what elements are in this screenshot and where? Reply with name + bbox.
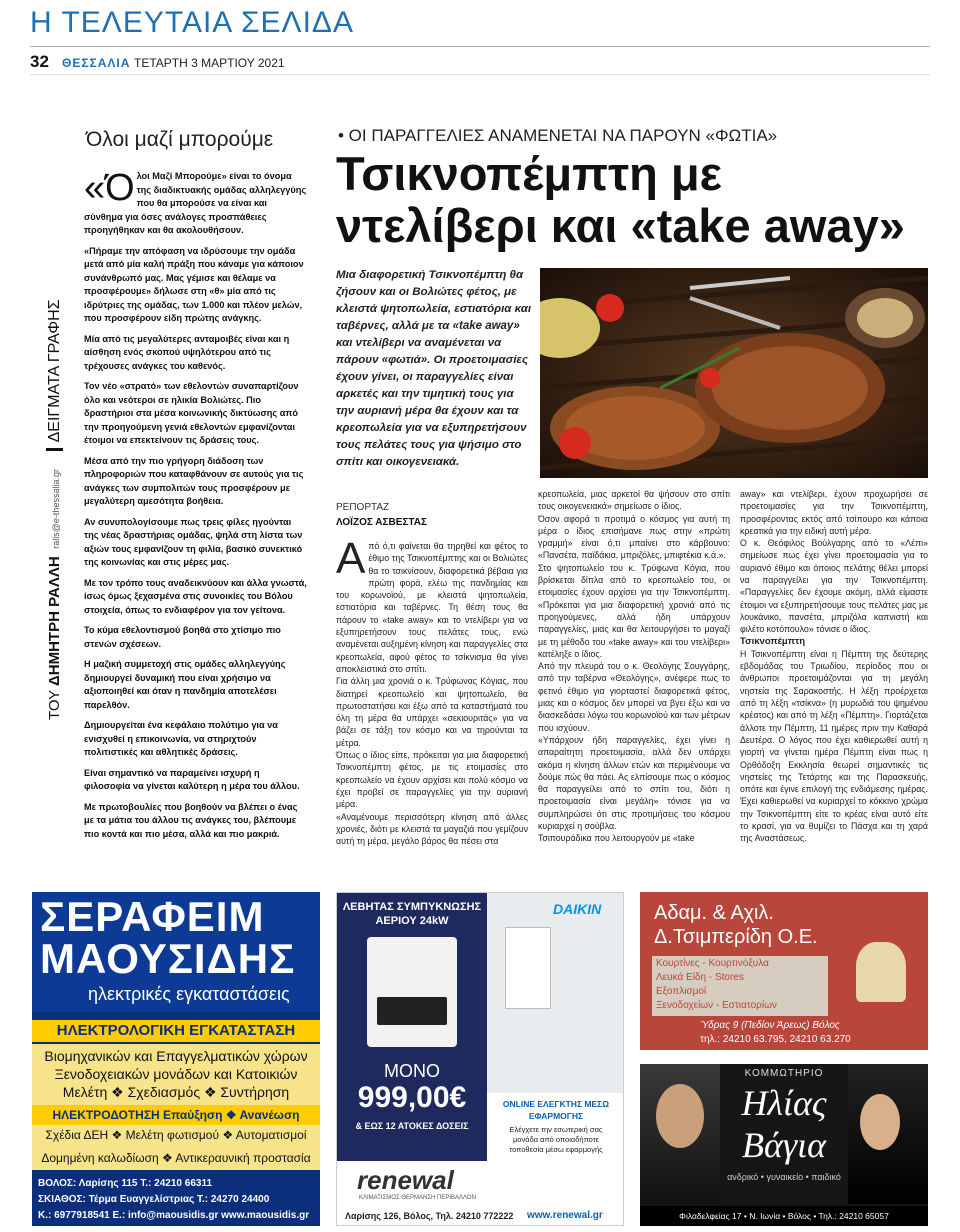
page-number: 32 bbox=[30, 52, 49, 71]
header-rule bbox=[30, 46, 930, 47]
column-body: «Όλοι Μαζί Μπορούμε» είναι το όνομα της διαδικτυακής ομάδας αλληλεγγύης που θα μπορούσε να είναι και σύνθημα για όσες ανάλογες προσπάθειες προηγήθηκαν και θα ακολουθήσουν. «Πήραμε την απόφαση να ιδρύσουμε την ομάδα μετά από μία καλή πράξη που κάναμε για κάποιον συνάνθρωπό μας. Μας γέμισε και θέλαμε να προσφέρουμε» δήλωσε στη «θ» μία από τις ιδρύτριες της ομάδας, των 1.000 και πλέον μελών, που προσφέρουν είδη πρώτης ανάγκης. Μία από τις μεγαλύτερες ανταμοιβές είναι και η αίσθηση ενός σκοπού υψηλότερου από τις τρέχουσες ανάγκες του καθενός. Τον νέο «στρατό» των εθελοντών συναπαρτίζουν όλο και νεότεροι σε ηλικία Βολιώτες. Πιο δραστήριοι στα μέσα κοινωνικής δικτύωσης από την προηγούμενη γενιά εθελοντών εμφανίζονται έτοιμοι να επεκτείνουν τις δράσεις τους. Μέσα από την πιο γρήγορη διάδοση των πληροφοριών που καταφθάνουν σε αυτούς για τις ανάγκες των συμπολιτών τους προσφέρουν με μεγαλύτερη αμεσότητα βοήθεια. Αν συνυπολογίσουμε πως τρεις φίλες ηγούνται της νέας δραστήριας ομάδας, ψηλά στη λίστα των αξιών τους εμφανίζουν τη φιλία, βασικό συνεκτικό της κοινωνίας και στις μέρες μας. Με τον τρόπο τους αναδεικνύουν και άλλα γνωστά, ίσως όμως ξεχασμένα στις συνοικίες του Βόλου στοιχεία, όπως το ενδιαφέρον για τον γείτονα. Το κύμα εθελοντισμού βοηθά στο χτίσιμο πιο στενών σχέσεων. Η μαζική συμμετοχή στις ομάδες αλληλεγγύης δημιουργεί δυναμική που είναι χρήσιμο να αξιοποιηθεί και όταν η πανδημία αποτελέσει παρελθόν. Δημιουργείται ένα κεφάλαιο πολύτιμο για να ενισχυθεί η επικοινωνία, να στηριχτούν πολιτιστικές και αθλητικές δράσεις. Είναι σημαντικό να παραμείνει ισχυρή η φιλοσοφία να γίνεται καλύτερη η μέρα του άλλου. Με πρωτοβουλίες που βοηθούν να βλέπει ο ένας με τα μάτια του άλλου τις ανάγκες του, βλέπουμε πιο κοντά και πιο μέσα, αλλά και πιο μακριά. bbox=[84, 167, 307, 839]
ad1-contact2: ΣΚΙΑΘΟΣ: Τέρμα Ευαγγελίστριας Τ.: 24270 24400 bbox=[38, 1194, 270, 1205]
ad3-address: Ύδρας 9 (Πεδίον Άρεως) Βόλος bbox=[700, 1020, 840, 1031]
ad1-band1: ΗΛΕΚΤΡΟΛΟΓΙΚΗ ΕΓΚΑΤΑΣΤΑΣΗ bbox=[32, 1020, 320, 1042]
ad2-title2: ΑΕΡΙΟΥ 24kW bbox=[375, 915, 449, 927]
article-headline: Τσικνοπέμπτη με ντελίβερι και «take away» bbox=[336, 147, 905, 252]
ad3-item3: Εξοπλισμοί bbox=[656, 986, 707, 997]
ad-maousidis[interactable] bbox=[32, 892, 320, 1226]
ad4-sub: ανδρικό • γυναικείο • παιδικό bbox=[727, 1172, 841, 1182]
ad2-only: ΜΟΝΟ bbox=[384, 1061, 440, 1081]
curtain-image bbox=[846, 912, 916, 1012]
ad-tsimperidis[interactable] bbox=[640, 892, 928, 1050]
ad2-brand: DAIKIN bbox=[553, 901, 602, 917]
reporter-name: ΛΟΪΖΟΣ ΑΣΒΕΣΤΑΣ bbox=[336, 517, 427, 528]
article-column-2: κρεοπωλεία, μιας αρκετοί θα ψήσουν στο σπίτι τους οικογενειακά» σημείωσε ο ίδιος. Όσον αφορά τι προτιμά ο κόσμος για αυτή τη μέρα ο ίδιος επισήμανε πως στην «πρώτη γραμμή» είναι ό,τι μπαίνει στο κάρβουνο: «Πανσέτα, παϊδάκια, μπριζόλες, μπιφτέκια κ.ά.». Στο ψητοπωλείο του κ. Τρύφωνα Κόγια, που βρίσκεται δίπλα από το κρεοπωλείο του, οι ετοιμασίες έχουν αρχίσει για την Τσικνοπέμπτη. «Πρόκειται για μια διαφορετική χρονιά από τις προηγούμενες, αλλά ήδη υπάρχουν παραγγελίες, μιας και θα λειτουργήσει το μαγαζί με τη μέθοδο του «take away» και του ντελίβερι» κατέληξε ο ίδιος. Από την πλευρά του ο κ. Θεολόγης Σουγγάρης, από την ταβέρνα «Θεολόγης», ανέφερε πως το φετινό έθιμο για γιορταστεί διαφορετικά φέτος, μιας και ο κόσμος δεν μπορεί να βγει έξω και να διασκεδάσει λόγω του κορωνοϊού και των μέτρων που ισχύουν. «Υπάρχουν ήδη παραγγελίες, έχει γίνει η απαραίτητη προετοιμασία, αλλά δεν υπάρχει ακόμα η κίνηση άλλων ετών και περιμένουμε να δούμε πώς θα πάει. Ας ελπίσουμε πως ο κόσμος θα παραγγείλει από το σπίτι του, διότι η προετοιμασία είναι μεγάλη» τόνισε για να συμπληρώσει ότι στις προτιμήσεις του κόσμου κυριαρχεί η σούβλα. Τσιπουράδικα που λειτουργούν με «take bbox=[538, 489, 730, 844]
ad3-item1: Κουρτίνες - Κουρτινόξυλα bbox=[656, 958, 769, 969]
ad4-footer: Φιλαδελφείας 17 • Ν. Ιωνία • Βόλος • Τηλ.: 24210 65057 bbox=[640, 1206, 928, 1226]
ad2-title1: ΛΕΒΗΤΑΣ ΣΥΜΠΥΚΝΩΣΗΣ bbox=[342, 901, 482, 913]
column-rubric: ΔΕΙΓΜΑΤΑ ΓΡΑΦΗΣ bbox=[46, 299, 63, 451]
ad4-name1: Ηλίας bbox=[741, 1083, 827, 1123]
article-lead: Μια διαφορετική Τσικνοπέμπτη θα ζήσουν και οι Βολιώτες φέτος, με κλειστά ψητοπωλεία, εστιατόρια και ταβέρνες, αλλά με τα «take away» και ντελίβερι να αναμένεται να πάρουν «φωτιά». Οι προετοιμασίες έχουν γίνει, οι παραγγελίες είναι αρκετές και την τιμητική τους για την αυριανή μέρα θα έχουν και τα κρεοπωλεία για να εξυπηρετήσουν τους πελάτες τους για ψήσιμο στο σπίτι και οικογενειακά. bbox=[336, 269, 532, 468]
header-rule-bottom bbox=[30, 74, 930, 75]
article-dropcap: Α bbox=[336, 534, 366, 583]
reporter-label: ΡΕΠΟΡΤΑΖ bbox=[336, 502, 390, 513]
ad1-line2: Ξενοδοχειακών μονάδων και Κατοικιών bbox=[54, 1066, 298, 1082]
ad1-contact3: Κ.: 6977918541 E.: info@maousidis.gr www.maousidis.gr bbox=[38, 1210, 310, 1221]
ad1-line3: Μελέτη ❖ Σχεδιασμός ❖ Συντήρηση bbox=[62, 1084, 290, 1100]
renewal-logo: renewal bbox=[357, 1165, 454, 1195]
ad1-line1: Βιομηχανικών και Επαγγελματικών χώρων bbox=[44, 1048, 308, 1064]
column-byline-vertical bbox=[46, 190, 74, 720]
ad2-web[interactable]: www.renewal.gr bbox=[527, 1210, 603, 1221]
ad1-line4: Σχέδια ΔΕΗ ❖ Μελέτη φωτισμού ❖ Αυτοματισμοί bbox=[45, 1128, 307, 1142]
ad1-line5: Δομημένη καλωδίωση ❖ Αντικεραυνική προστασία bbox=[41, 1151, 311, 1165]
article-kicker: • ΟΙ ΠΑΡΑΓΓΕΛΙΕΣ ΑΝΑΜΕΝΕΤΑΙ ΝΑ ΠΑΡΟΥΝ «ΦΩΤΙΑ» bbox=[338, 126, 778, 145]
column-title: Όλοι μαζί μπορούμε bbox=[86, 128, 274, 151]
ad2-online2: ΕΦΑΡΜΟΓΗΣ bbox=[528, 1111, 584, 1121]
ad3-phone: τηλ.: 24210 63.795, 24210 63.270 bbox=[700, 1034, 851, 1045]
ad2-online1: ONLINE ΕΛΕΓΚΤΗΣ ΜΕΣΩ bbox=[502, 1099, 610, 1109]
section-title: Η ΤΕΛΕΥΤΑΙΑ ΣΕΛΙΔΑ bbox=[30, 6, 354, 39]
boiler-image bbox=[367, 937, 457, 1047]
column-dropcap: «Ό bbox=[84, 167, 135, 209]
ad4-name2: Βάγια bbox=[742, 1125, 826, 1165]
ad3-title2: Δ.Τσιμπερίδη Ο.Ε. bbox=[654, 926, 818, 948]
ad3-title1: Αδαμ. & Αχιλ. bbox=[654, 902, 774, 924]
ad1-tagline: ηλεκτρικές εγκαταστάσεις bbox=[88, 984, 290, 1004]
ad1-name1: ΣΕΡΑΦΕΙΜ bbox=[40, 893, 265, 940]
ad-hair-salon[interactable] bbox=[640, 1064, 928, 1226]
paper-name: ΘΕΣΣΑΛΙΑ bbox=[62, 56, 131, 70]
ad3-item2: Λευκά Είδη - Stores bbox=[656, 972, 744, 983]
ad2-footer: Λαρίσης 126, Βόλος, Τηλ. 24210 772222 bbox=[345, 1211, 514, 1221]
article-column-1: Από ό,τι φαίνεται θα τηρηθεί και φέτος το έθιμο της Τσικνοπέμπτης και οι Βολιώτες θα το τσικνίσουν, διαφορετικά βέβαια για πρώτη φορά, ελέω της πανδημίας και του κορωνοϊού, με κλειστά ψητοπωλεία, εστιατόρια και ταβέρνες. Τη θέση τους θα πάρουν το «take away» και το ντελίβερι για να εξυπηρετήσουν τους πελάτες τους, ενώ αναμένεται αυξημένη κίνηση και παραγγελίες στα κρεοπωλεία, αφού φέτος το τσίκνισμα θα γίνει αποκλειστικά στο σπίτι. Για άλλη μια χρονιά ο κ. Τρύφωνας Κόγιας, που διατηρεί κρεοπωλείο και ψητοπωλείο, θα πρωτοστατήσει και έξω από τα καταστήματά του όλη τη μέρα θα υπάρχει «σεκιουριτάς» για να βάζει σε τάξη τον κόσμο και να τηρούνται τα μέτρα. Όπως ο ίδιος είπε, πρόκειται για μια διαφορετική Τσικνοπέμπτη φέτος, με τις ετοιμασίες στο κρεοπωλείο να έχουν αρχίσει και πολύ κόσμο να έχει προβεί σε παραγγελίες για την αυριανή μέρα. «Αναμένουμε περισσότερη κίνηση από άλλες χρονιές, διότι με κλειστά τα μαγαζιά που γεμίζουν αυτή τη μέρα, μεγάλο βάρος θα πέσει στα bbox=[336, 534, 528, 847]
ad-renewal[interactable] bbox=[336, 892, 624, 1226]
ad1-contact1: ΒΟΛΟΣ: Λαρίσης 115 Τ.: 24210 66311 bbox=[38, 1178, 213, 1189]
renewal-logo-sub: ΚΛΙΜΑΤΙΣΜΟΣ ΘΕΡΜΑΝΣΗ ΠΕΡΙΒΑΛΛΟΝ bbox=[359, 1195, 476, 1201]
article-column-3: away» και ντελίβερι, έχουν προχωρήσει σε προετοιμασίες για την Τσικνοπέμπτη, προσφέροντας εκτός από τσίπουρο και κάποια κρεατικά για την ειδική αυτή μέρα. Ο κ. Θεόφιλος Βούλγαρης από το «Λέπι» σημείωσε πως έχει γίνει προετοιμασία για το αυριανό έθιμο και όποιος πελάτης θέλει μπορεί να παραγγείλει για την Τσικνοπέμπτη. «Παραγγελίες δεν έχουμε ακόμη, αλλά είμαστε έτοιμοι να εξυπηρετήσουμε τους πελάτες μας με λουκάνικο, πανσέτα, μπριζόλα καπνιστή και φιλέτο κοτόπουλο» τόνισε ο ίδιος. Τσικνοπέμπτη Η Τσικνοπέμπτη είναι η Πέμπτη της δεύτερης εβδομάδας του Τριωδίου, περίοδος που οι άνθρωποι προετοιμάζονται για τη μεγάλη νηστεία της Σαρακοστής. Η λέξη προέρχεται από τη λέξη «τσίκνα» (η μυρωδιά του ψημένου κρέατος) και από τη λέξη «Πέμπτη». Γιορτάζεται άλλοτε την Πέμπτη, 11 ημέρες πριν την Καθαρά Δευτέρα. Ο λόγος που έχει καθιερωθεί αυτή η γιορτή να γίνεται ημέρα Πέμπτη είναι πως η Ορθόδοξη Εκκλησία θεωρεί σημαντικές τις νηστείες της Τετάρτης και της Παρασκευής, οπότε και έγινε επιλογή της ενδιάμεσης ημέρας. Έχει καθιερωθεί να κυριαρχεί το κόκκινο χρώμα την Τσικνοπέμπτη είτε το κρέας είναι αυτό είτε το κρασί, για να θυμίζει το Πάσχα και τη χαρά της Αναστάσεως. bbox=[740, 489, 928, 844]
issue-date: ΤΕΤΑΡΤΗ 3 ΜΑΡΤΙΟΥ 2021 bbox=[134, 56, 285, 70]
ad2-installments: & ΕΩΣ 12 ΑΤΟΚΕΣ ΔΟΣΕΙΣ bbox=[355, 1121, 469, 1131]
ad2-price: 999,00€ bbox=[357, 1081, 467, 1114]
byline-prefix: ΤΟΥ bbox=[46, 690, 63, 720]
boiler-wall-image bbox=[505, 927, 551, 1009]
author-email: ralis@e-thessalia.gr bbox=[51, 469, 61, 549]
ad1-name2: ΜΑΟΥΣΙΔΗΣ bbox=[40, 935, 296, 982]
column-author: ΔΗΜΗΤΡΗ ΡΑΛΛΗ bbox=[46, 556, 63, 687]
ad3-item4: Ξενοδοχείων - Εστιατορίων bbox=[656, 1000, 777, 1011]
ad2-online3: Ελέγχετε την εσωτερική σας μονάδα από οποιαδήποτε τοποθεσία μέσω εφαρμογής bbox=[509, 1125, 603, 1154]
subhead: Τσικνοπέμπτη bbox=[740, 635, 806, 647]
grilled-meat-photo bbox=[540, 268, 928, 478]
ad1-band2: ΗΛΕΚΤΡΟΔΟΤΗΣΗ Επαύξηση ❖ Ανανέωση bbox=[32, 1105, 320, 1125]
ad4-top: ΚΟΜΜΩΤΗΡΙΟ bbox=[744, 1068, 824, 1079]
